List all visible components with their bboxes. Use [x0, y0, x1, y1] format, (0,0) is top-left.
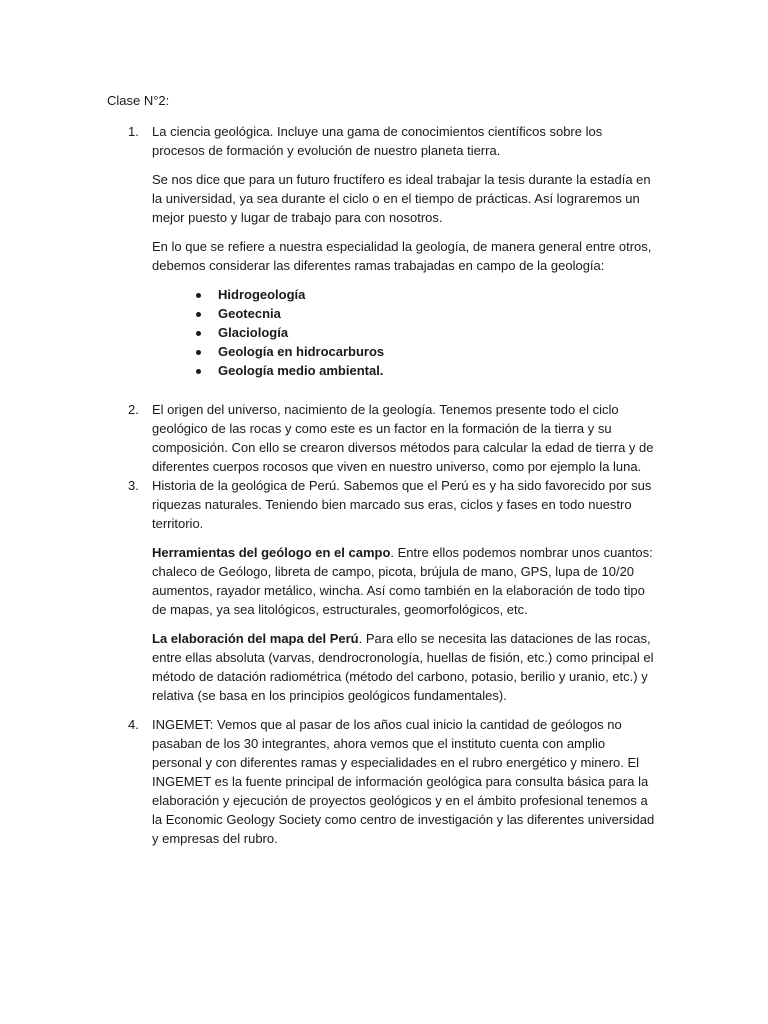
paragraph: Se nos dice que para un futuro fructífero es ideal trabajar la tesis durante la estadía en la universidad, ya sea durante el ciclo o en el tiempo de prácticas. Así lograremos un mejor puesto y lugar de trabajo para con nosotros.	[152, 172, 651, 225]
bullet-icon	[196, 312, 201, 317]
paragraph: La ciencia geológica. Incluye una gama de conocimientos científicos sobre los procesos de formación y evolución de nuestro planeta tierra.	[152, 124, 603, 158]
bullet-icon	[196, 350, 201, 355]
bullet-item: Hidrogeología	[152, 285, 658, 304]
list-item-1	[107, 122, 658, 380]
item-number: 4.	[128, 717, 139, 732]
item-number: 2.	[128, 402, 139, 417]
paragraph: La elaboración del mapa del Perú. Para ello se necesita las dataciones de las rocas, entre ellas absoluta (varvas, dendrocronología, huellas de fisión, etc.) como principal el método de datación radiométrica (método del carbono, potasio, berilio y uranio, etc.) y relativa (se basa en los principios geológicos fundamentales).	[152, 631, 654, 703]
branch-list	[152, 285, 658, 380]
document-title: Clase N°2:	[107, 93, 170, 108]
bullet-item: Geotecnia	[152, 304, 658, 323]
list-item-2	[107, 400, 658, 476]
bullet-item: Geología medio ambiental.	[152, 361, 658, 380]
paragraph: El origen del universo, nacimiento de la geología. Tenemos presente todo el ciclo geológico de las rocas y como este es un factor en la formación de la tierra y su composición. Con ello se crearon diversos métodos para calcular la edad de tierra y de diferentes cuerpos rocosos que viven en nuestro universo, como por ejemplo la luna.	[152, 402, 654, 474]
bullet-item: Geología en hidrocarburos	[152, 342, 658, 361]
bullet-icon	[196, 369, 201, 374]
paragraph: En lo que se refiere a nuestra especialidad la geología, de manera general entre otros, debemos considerar las diferentes ramas trabajadas en campo de la geología:	[152, 239, 652, 273]
paragraph: Historia de la geológica de Perú. Sabemos que el Perú es y ha sido favorecido por sus riquezas naturales. Teniendo bien marcado sus eras, ciclos y fases en todo nuestro territorio.	[152, 478, 652, 531]
paragraph: Herramientas del geólogo en el campo. Entre ellos podemos nombrar unos cuantos: chaleco de Geólogo, libreta de campo, picota, brújula de mano, GPS, lupa de 10/20 aumentos, rayador metálico, wincha. Así como también en la elaboración de todo tipo de mapas, ya sea litológicos, estructurales, geomorfológicos, etc.	[152, 545, 653, 617]
bullet-item: Glaciología	[152, 323, 658, 342]
item-number: 1.	[128, 124, 139, 139]
bullet-icon	[196, 331, 201, 336]
item-number: 3.	[128, 478, 139, 493]
bold-heading: Herramientas del geólogo en el campo	[152, 545, 391, 560]
bold-heading: La elaboración del mapa del Perú	[152, 631, 359, 646]
list-item-3	[107, 476, 658, 705]
bullet-icon	[196, 293, 201, 298]
paragraph: INGEMET: Vemos que al pasar de los años cual inicio la cantidad de geólogos no pasaban de los 30 integrantes, ahora vemos que el instituto cuenta con amplio personal y con diferentes ramas y especialidades en el rubro energético y minero. El INGEMET es la fuente principal de información geológica para consulta básica para la elaboración y ejecución de proyectos geológicos y en el ámbito profesional tenemos a la Economic Geology Society como centro de investigación y las diferentes universidad y empresas del rubro.	[152, 717, 655, 846]
list-item-4	[107, 715, 658, 848]
